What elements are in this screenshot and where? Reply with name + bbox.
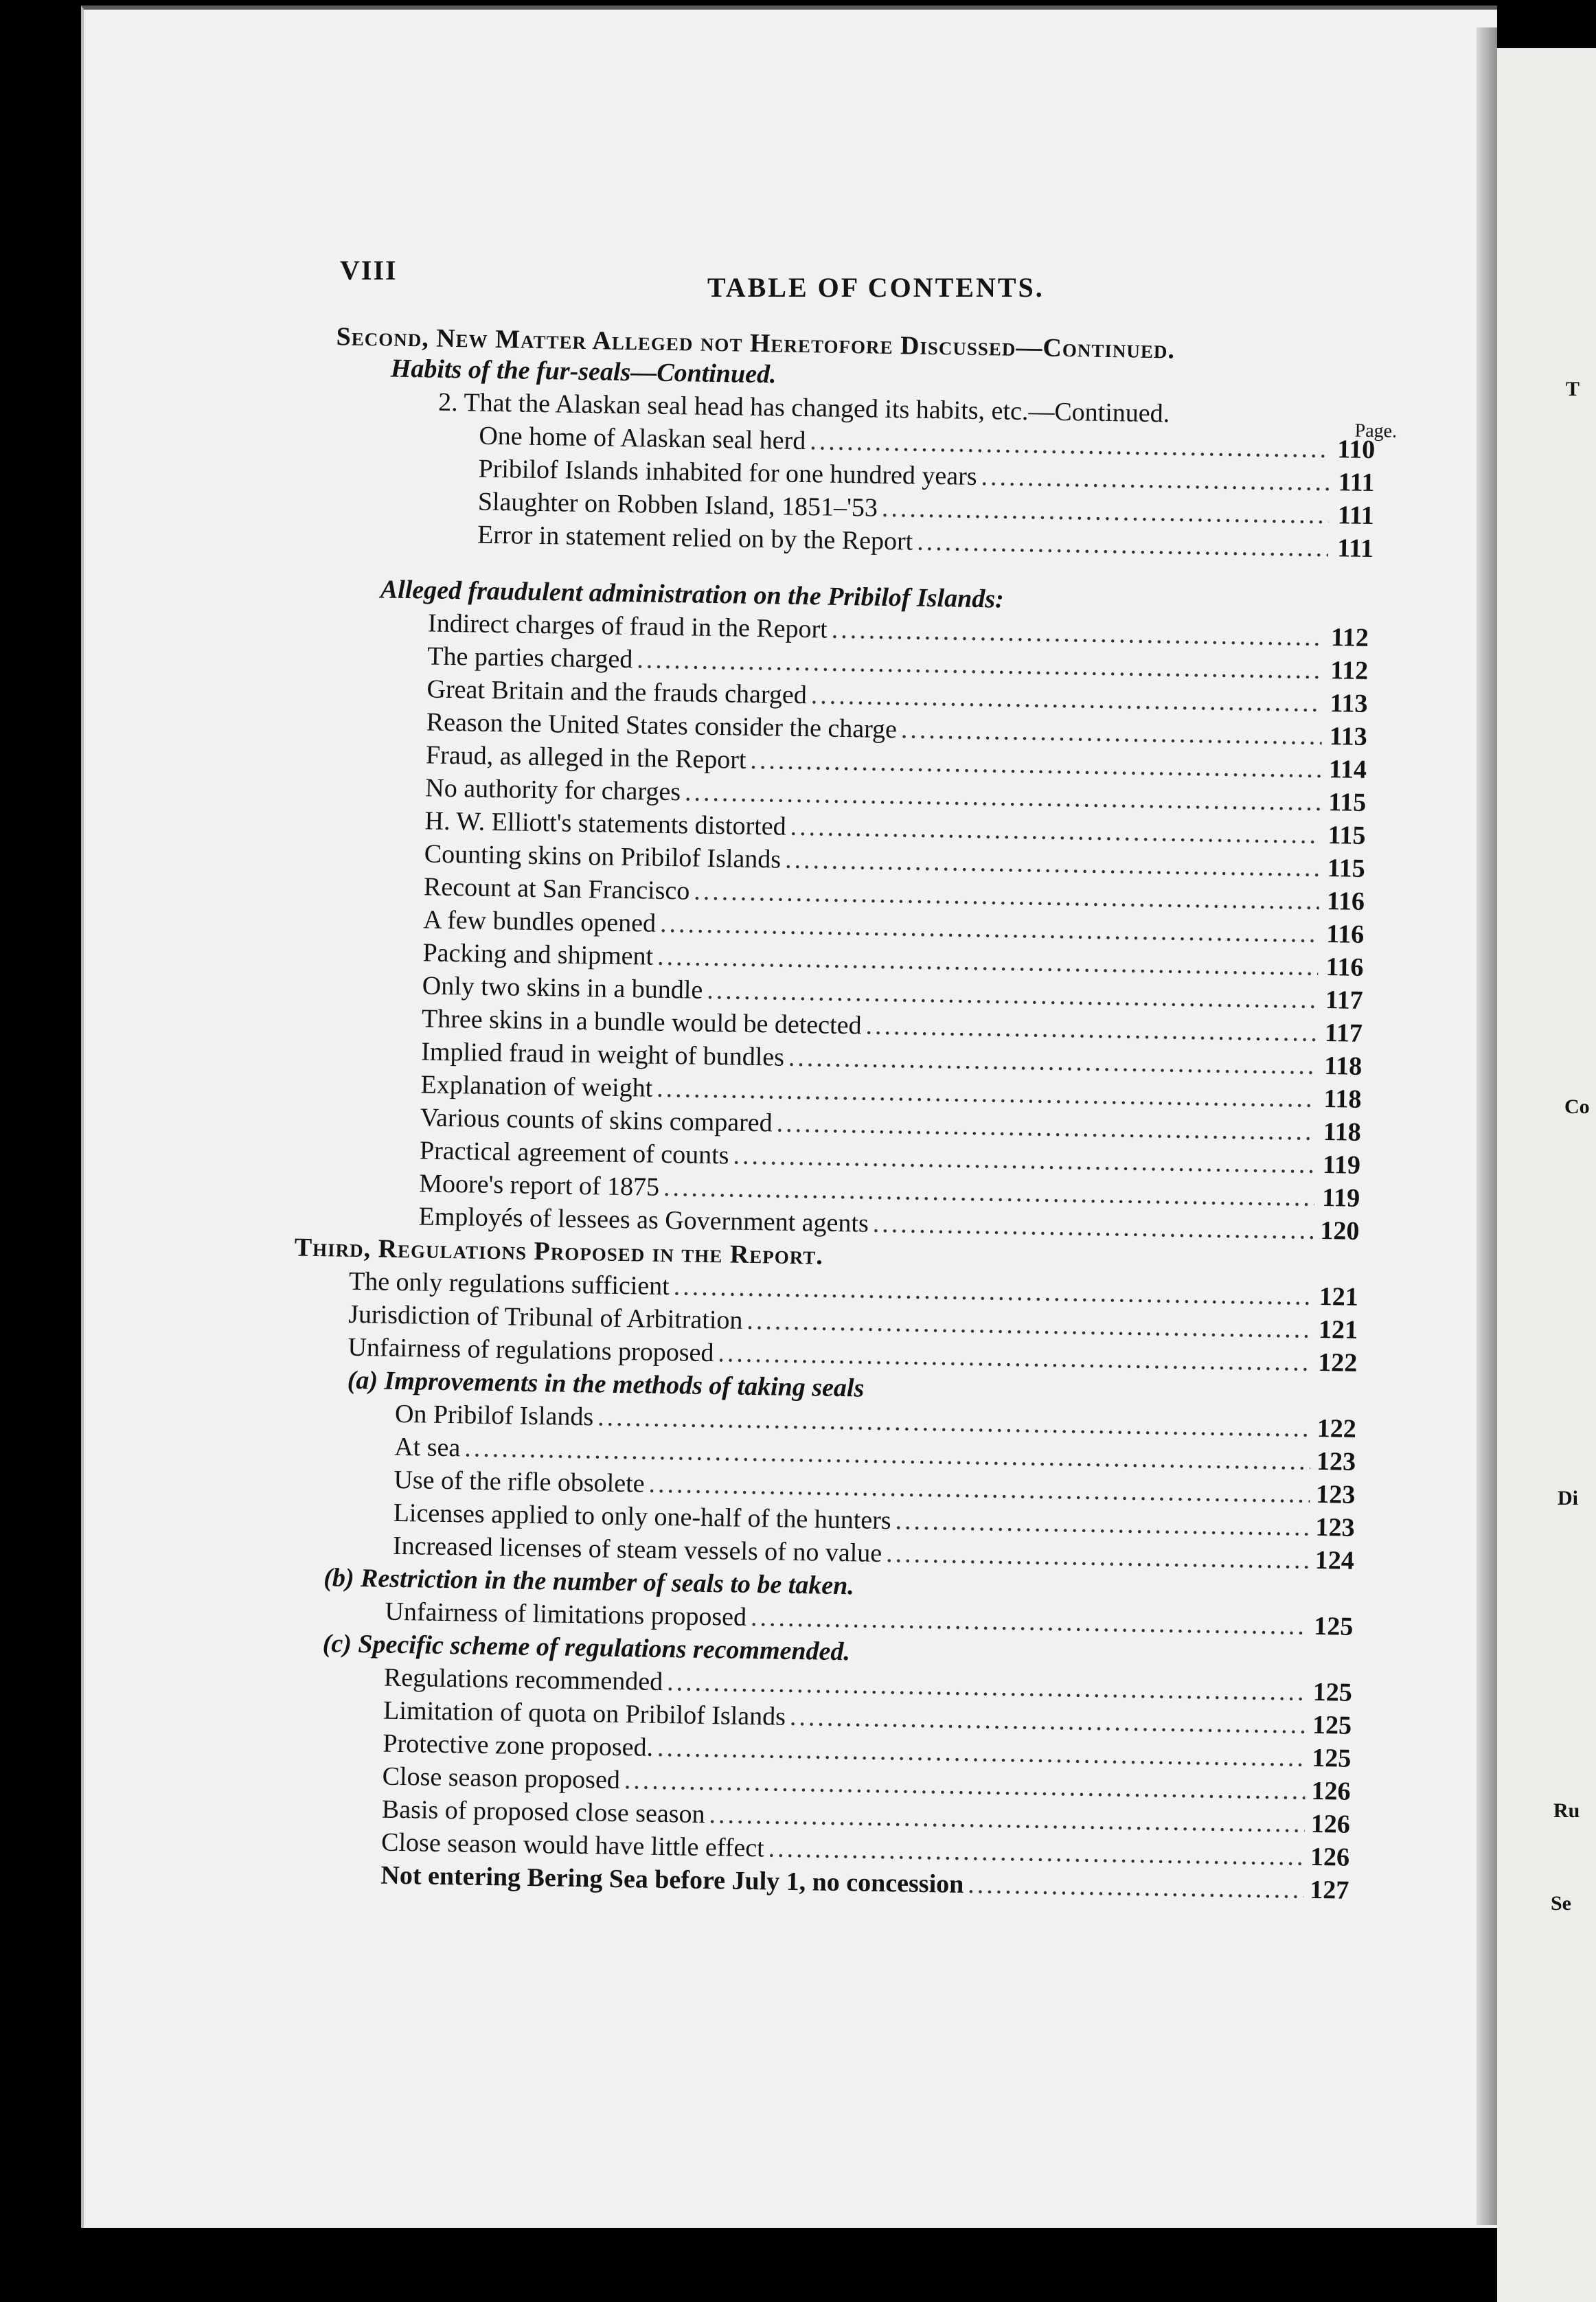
toc-entry: Licenses applied to only one-half of the hunters ..... 123 bbox=[393, 1498, 1355, 1543]
adjacent-page-fragment: Se bbox=[1551, 1892, 1571, 1915]
toc-entry: Reason the United States consider the charge ..... 113 bbox=[426, 707, 1368, 752]
toc-entry: Employés of lessees as Government agents ..... 120 bbox=[418, 1201, 1360, 1246]
toc-entry: H. W. Elliott's statements distorted ..... 115 bbox=[424, 806, 1366, 851]
toc-entry: Fraud, as alleged in the Report ..... 114 bbox=[426, 740, 1367, 785]
adjacent-page-fragment: T bbox=[1566, 378, 1580, 400]
toc-entry: The only regulations sufficient ..... 121 bbox=[349, 1266, 1359, 1312]
adjacent-page-fragment: Di bbox=[1558, 1487, 1578, 1509]
toc-entry: Protective zone proposed. ..... 125 bbox=[383, 1729, 1352, 1774]
toc-entry: Regulations recommended ..... 125 bbox=[384, 1663, 1353, 1708]
toc-entry: Limitation of quota on Pribilof Islands ..... 125 bbox=[383, 1696, 1352, 1741]
adjacent-page bbox=[1497, 48, 1596, 2302]
toc-entry: On Pribilof Islands ..... 122 bbox=[395, 1399, 1357, 1444]
toc-entry: Recount at San Francisco ..... 116 bbox=[424, 871, 1365, 917]
toc-subheading: Alleged fraudulent administration on the Pribilof Islands: bbox=[380, 575, 1005, 614]
page-title: TABLE OF CONTENTS. bbox=[707, 272, 1045, 303]
page-gutter-shadow bbox=[1477, 27, 1497, 2225]
toc-entry: 2. That the Alaskan seal head has changed its habits, etc.—Continued. bbox=[437, 387, 1170, 429]
toc-entry: Use of the rifle obsolete ..... 123 bbox=[394, 1465, 1356, 1510]
toc-entry: Various counts of skins compared ..... 118 bbox=[420, 1102, 1361, 1148]
folio-number: VIII bbox=[340, 255, 398, 286]
toc-entry: Close season proposed ..... 126 bbox=[382, 1762, 1351, 1807]
toc-entry: Explanation of weight ..... 118 bbox=[420, 1069, 1362, 1115]
toc-entry: Indirect charges of fraud in the Report ..... 112 bbox=[428, 608, 1369, 653]
toc-subheading: Habits of the fur-seals—Continued. bbox=[390, 354, 777, 389]
toc-entry: Basis of proposed close season ..... 126 bbox=[382, 1794, 1351, 1840]
toc-entry: Packing and shipment ..... 116 bbox=[422, 937, 1364, 983]
toc-entry: Increased licenses of steam vessels of no value ..... 124 bbox=[393, 1531, 1355, 1576]
toc-entry: Pribilof Islands inhabited for one hundred years ..... 111 bbox=[478, 454, 1375, 498]
toc-section-heading: Second, New Matter Alleged not Heretofore Discussed—Continued. bbox=[336, 322, 1176, 365]
adjacent-page-fragment: Co bbox=[1564, 1095, 1590, 1118]
toc-subheading: (a) Improvements in the methods of taking seals bbox=[347, 1365, 865, 1403]
toc-entry: Unfairness of limitations proposed ..... 125 bbox=[385, 1597, 1354, 1642]
toc-entry: Not entering Bering Sea before July 1, no concession ..... 127 bbox=[380, 1860, 1349, 1906]
toc-entry: Moore's report of 1875 ..... 119 bbox=[419, 1168, 1360, 1213]
toc-entry: Three skins in a bundle would be detected ..... 117 bbox=[422, 1003, 1363, 1049]
toc-entry: At sea ..... 123 bbox=[394, 1432, 1356, 1477]
toc-subheading: (b) Restriction in the number of seals to be taken. bbox=[323, 1563, 855, 1601]
toc-entry: Unfairness of regulations proposed ..... 122 bbox=[347, 1332, 1358, 1378]
toc-entry: Practical agreement of counts ..... 119 bbox=[420, 1135, 1361, 1181]
toc-entry: Only two skins in a bundle ..... 117 bbox=[422, 970, 1363, 1016]
toc-entry: Implied fraud in weight of bundles ..... 118 bbox=[421, 1036, 1363, 1082]
toc-entry: Slaughter on Robben Island, 1851–'53 ..... 111 bbox=[478, 487, 1375, 531]
toc-subheading: (c) Specific scheme of regulations recommended. bbox=[322, 1629, 851, 1667]
toc-entry: Close season would have little effect ..... 126 bbox=[381, 1827, 1350, 1873]
toc-entry: No authority for charges ..... 115 bbox=[425, 773, 1367, 818]
toc-entry: A few bundles opened ..... 116 bbox=[423, 904, 1365, 950]
toc-entry: Error in statement relied on by the Report ..... 111 bbox=[477, 520, 1374, 564]
page-column-label: Page. bbox=[1354, 420, 1398, 442]
toc-section-heading: Third, Regulations Proposed in the Report. bbox=[294, 1233, 824, 1270]
toc-entry: Jurisdiction of Tribunal of Arbitration ..... 121 bbox=[348, 1299, 1358, 1345]
toc-entry: Great Britain and the frauds charged ..... 113 bbox=[426, 674, 1368, 719]
toc-entry: One home of Alaskan seal herd ..... 110 bbox=[479, 421, 1376, 465]
toc-entry: The parties charged ..... 112 bbox=[427, 641, 1369, 686]
toc-entry: Counting skins on Pribilof Islands ..... 115 bbox=[424, 839, 1365, 884]
adjacent-page-fragment: Ru bbox=[1553, 1799, 1580, 1822]
